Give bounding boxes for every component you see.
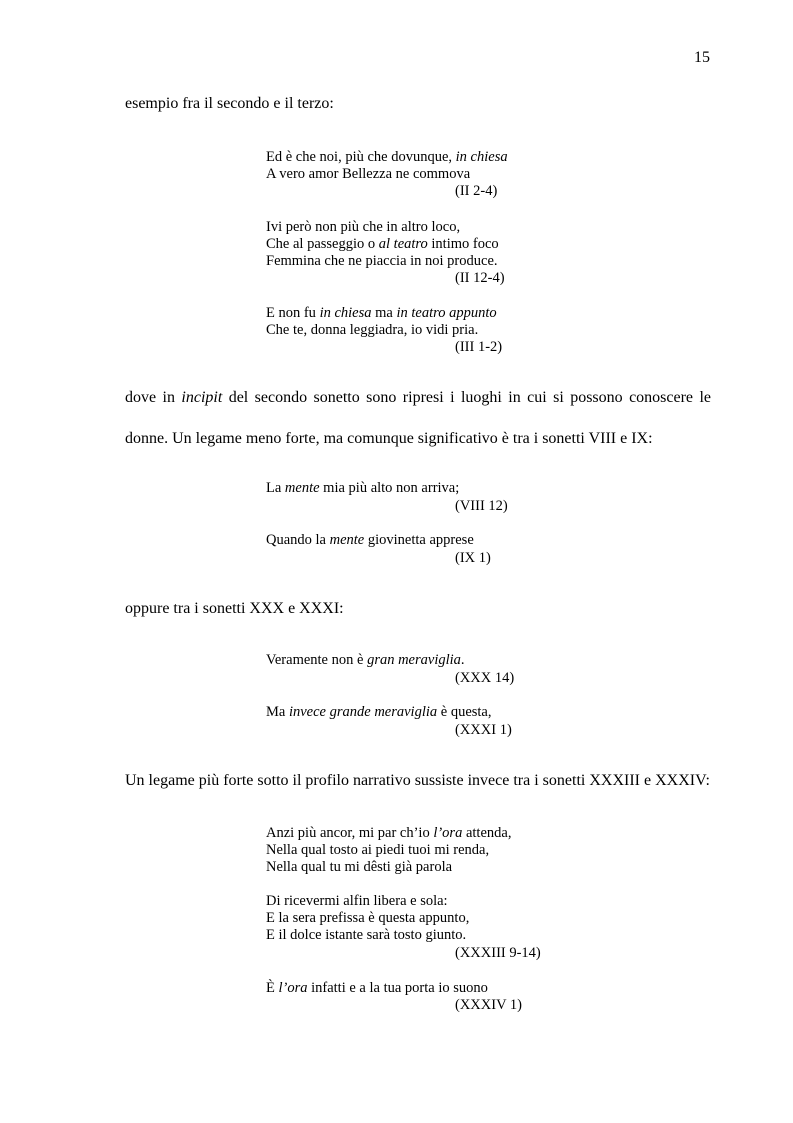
verse-reference: (XXX 14) <box>455 670 515 686</box>
verse-reference: (XXXIV 1) <box>455 997 522 1013</box>
verse-reference: (II 12-4) <box>455 270 505 286</box>
verse-reference: (XXXIII 9-14) <box>455 945 541 961</box>
verse-line: Nella qual tu mi dêsti già parola <box>266 859 453 875</box>
verse-reference: (IX 1) <box>455 550 491 566</box>
verse-line: Nella qual tosto ai piedi tuoi mi renda, <box>266 842 490 858</box>
verse-line: Che al passeggio o al teatro intimo foco <box>266 236 499 252</box>
verse-line: La mente mia più alto non arriva; <box>266 480 460 496</box>
verse-line: Veramente non è gran meraviglia. <box>266 652 465 668</box>
verse-reference: (XXXI 1) <box>455 722 512 738</box>
paragraph-intro: esempio fra il secondo e il terzo: <box>125 95 334 112</box>
verse-line: Femmina che ne piaccia in noi produce. <box>266 253 498 269</box>
verse-line: E non fu in chiesa ma in teatro appunto <box>266 305 497 321</box>
paragraph-line: oppure tra i sonetti XXX e XXXI: <box>125 600 344 617</box>
paragraph-line: dove in incipit del secondo sonetto sono ripresi i luoghi in cui si possono conoscere le <box>125 389 711 406</box>
paragraph-line: Un legame più forte sotto il profilo narrativo sussiste invece tra i sonetti XXXIII e XXXIV: <box>125 772 710 789</box>
verse-line: Ivi però non più che in altro loco, <box>266 219 461 235</box>
verse-line: Che te, donna leggiadra, io vidi pria. <box>266 322 479 338</box>
verse-reference: (II 2-4) <box>455 183 498 199</box>
verse-line: E il dolce istante sarà tosto giunto. <box>266 927 467 943</box>
verse-reference: (VIII 12) <box>455 498 508 514</box>
verse-line: Ed è che noi, più che dovunque, in chiesa <box>266 149 508 165</box>
verse-line: Ma invece grande meraviglia è questa, <box>266 704 492 720</box>
verse-line: E la sera prefissa è questa appunto, <box>266 910 470 926</box>
verse-line: Di ricevermi alfin libera e sola: <box>266 893 448 909</box>
verse-line: È l’ora infatti e a la tua porta io suono <box>266 980 488 996</box>
verse-line: A vero amor Bellezza ne commova <box>266 166 471 182</box>
verse-line: Anzi più ancor, mi par ch’io l’ora attenda, <box>266 825 512 841</box>
paragraph-line: donne. Un legame meno forte, ma comunque significativo è tra i sonetti VIII e IX: <box>125 430 653 447</box>
verse-reference: (III 1-2) <box>455 339 503 355</box>
verse-line: Quando la mente giovinetta apprese <box>266 532 474 548</box>
page-number: 15 <box>694 49 710 66</box>
